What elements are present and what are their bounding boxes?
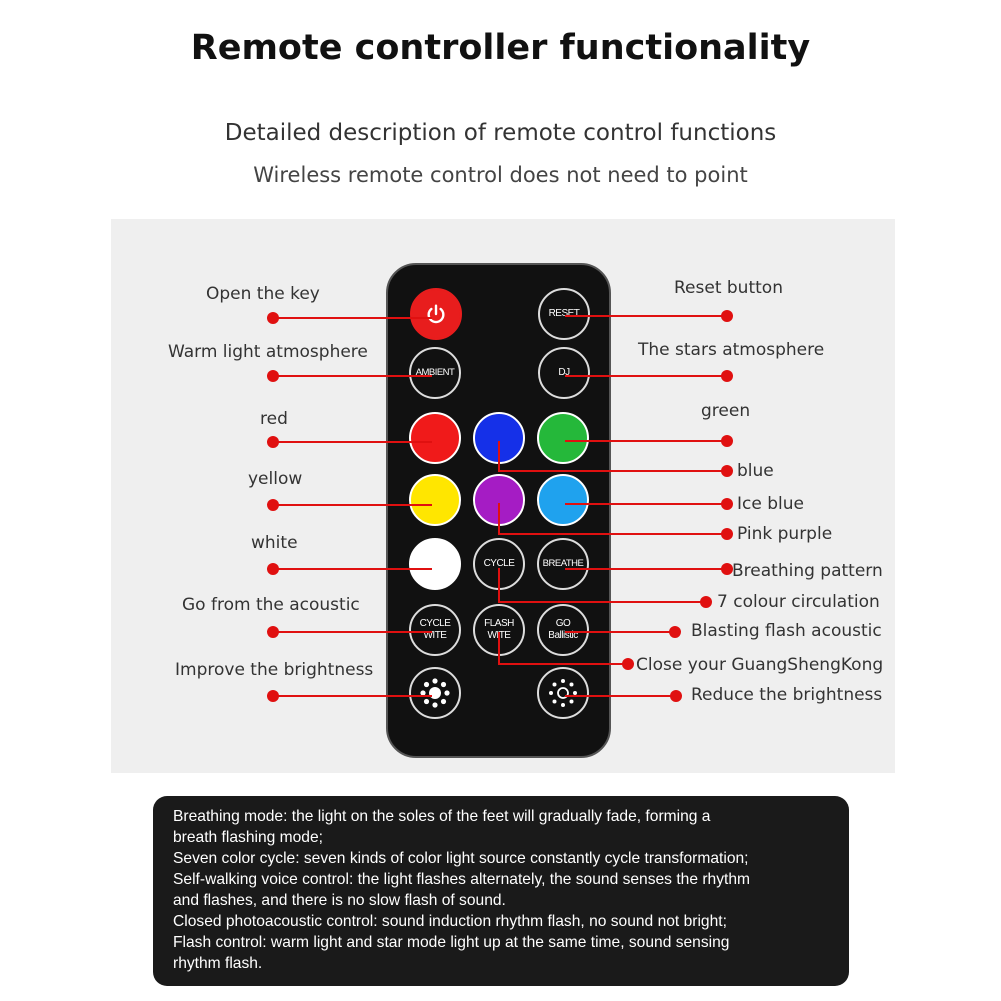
breathe-button[interactable]: BREATHE [537,538,589,590]
ambient-button[interactable]: AMBIENT [409,347,461,399]
description-line: Self-walking voice control: the light flashes alternately, the sound senses the rhythm [173,871,750,888]
label-ice-blue: Ice blue [737,494,804,514]
description-line: Flash control: warm light and star mode light up at the same time, sound sensing [173,934,730,951]
description-line: Breathing mode: the light on the soles of the feet will gradually fade, forming a [173,808,711,825]
label-reduce: Reduce the brightness [691,685,883,705]
label-reset: Reset button [674,278,783,298]
label-seven-colour: 7 colour circulation [717,592,880,612]
cycle-wite-button[interactable]: CYCLE WITE [409,604,461,656]
flash-wite-button[interactable]: FLASH WITE [473,604,525,656]
label-warm-light: Warm light atmosphere [168,342,368,362]
label-red: red [260,409,288,429]
label-green: green [701,401,751,421]
label-breathing: Breathing pattern [732,561,883,581]
label-pink-purple: Pink purple [737,524,833,544]
label-blasting: Blasting flash acoustic [691,621,882,641]
label-open-key: Open the key [206,284,320,304]
reset-button[interactable]: RESET [538,288,590,340]
label-close: Close your GuangShengKong [636,655,884,675]
page-title: Remote controller functionality [190,28,811,68]
description-box [153,796,849,986]
label-go-acoustic: Go from the acoustic [182,595,360,615]
description-line: and flashes, and there is no slow flash of sound. [173,892,506,909]
dj-button[interactable]: DJ [538,347,590,399]
label-stars: The stars atmosphere [638,340,825,360]
cycle-button[interactable]: CYCLE [473,538,525,590]
subtitle: Detailed description of remote control functions [224,120,777,146]
label-improve-brightness: Improve the brightness [175,660,374,680]
description-line: Seven color cycle: seven kinds of color light source constantly cycle transformation; [173,850,749,867]
label-blue: blue [737,461,774,481]
label-white: white [251,533,298,553]
description-line: Closed photoacoustic control: sound induction rhythm flash, no sound not bright; [173,913,727,930]
label-yellow: yellow [248,469,303,489]
description-line: rhythm flash. [173,955,263,972]
subtitle-secondary: Wireless remote control does not need to point [253,163,748,187]
go-ballistic-button[interactable]: GO Ballistic [537,604,589,656]
description-line: breath flashing mode; [173,829,323,846]
